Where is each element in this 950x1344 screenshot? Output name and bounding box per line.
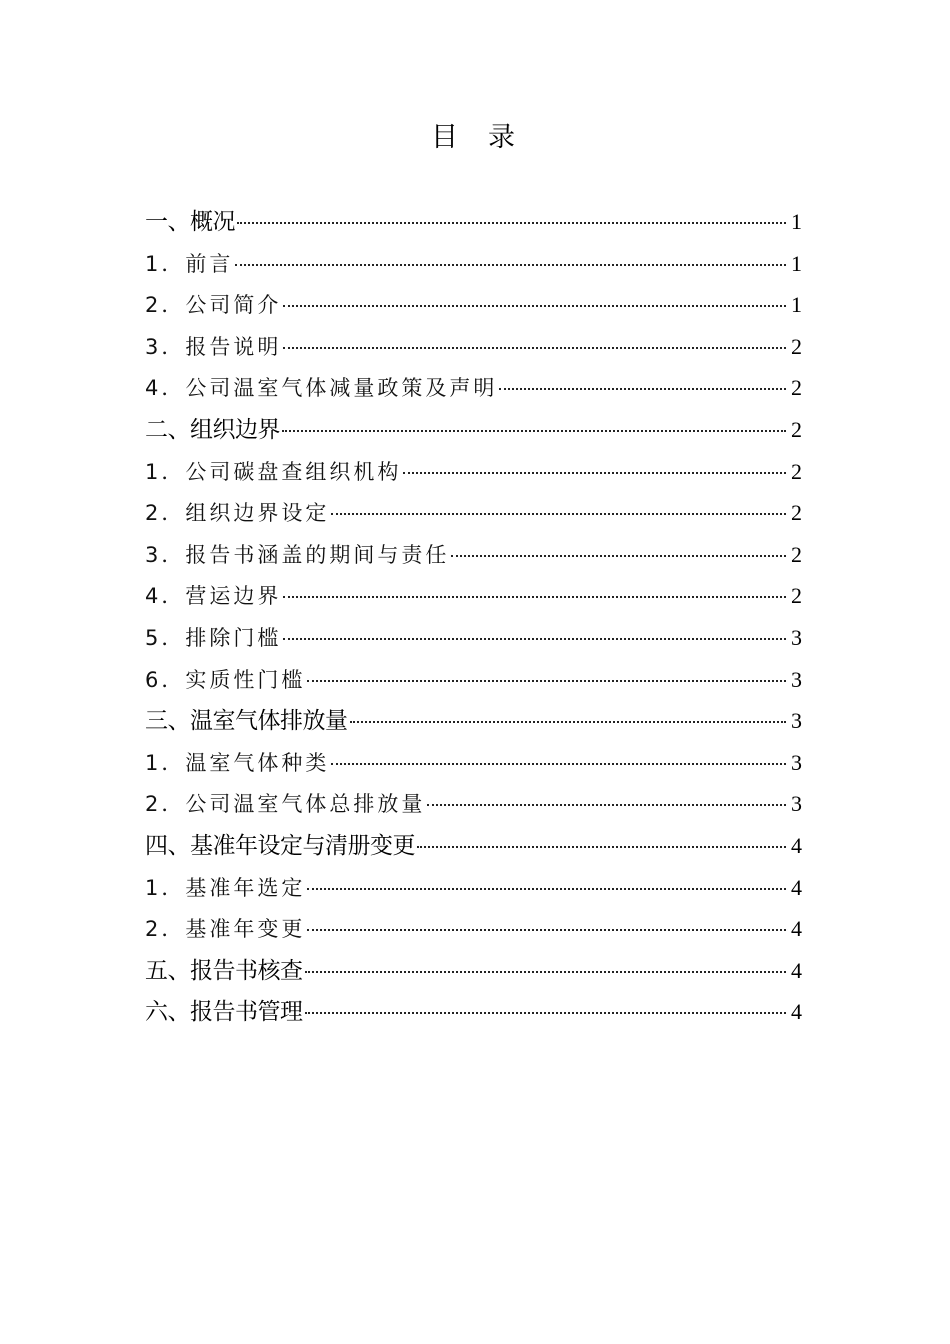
- toc-page-number: 3: [791, 791, 802, 817]
- toc-subsection-entry[interactable]: [145, 367, 802, 409]
- toc-dot-leader: [283, 596, 786, 598]
- toc-page-number: 4: [791, 832, 802, 858]
- toc-page-number: 2: [791, 458, 802, 484]
- toc-dot-leader: [307, 929, 786, 931]
- toc-page-number: 2: [791, 375, 802, 401]
- toc-dot-leader: [331, 763, 786, 765]
- toc-dot-leader: [350, 721, 787, 723]
- toc-dot-leader: [282, 430, 786, 432]
- toc-entry-text: 1．前言: [145, 251, 234, 276]
- toc-dot-leader: [499, 388, 786, 390]
- toc-page-number: 2: [791, 583, 802, 609]
- toc-entry-text: 六、报告书管理: [145, 999, 303, 1026]
- toc-title-char-2: 录: [488, 122, 519, 153]
- toc-entry-text: 3．报告书涵盖的期间与责任: [145, 542, 450, 567]
- toc-page-number: 1: [791, 292, 802, 318]
- toc-section-entry[interactable]: [145, 700, 802, 742]
- toc-entry-text: 6．实质性门槛: [145, 667, 306, 692]
- toc-subsection-entry[interactable]: [145, 908, 802, 950]
- toc-page-number: 4: [791, 957, 802, 983]
- toc-dot-leader: [283, 305, 786, 307]
- toc-page-number: 2: [791, 416, 802, 442]
- toc-section-entry[interactable]: [145, 825, 802, 867]
- toc-title: [0, 118, 950, 158]
- toc-subsection-entry[interactable]: [145, 575, 802, 617]
- toc-entry-text: 五、报告书核查: [145, 957, 303, 984]
- toc-dot-leader: [283, 638, 786, 640]
- toc-dot-leader: [417, 846, 786, 848]
- toc-subsection-entry[interactable]: [145, 492, 802, 534]
- toc-page-number: 2: [791, 541, 802, 567]
- toc-section-entry[interactable]: [145, 991, 802, 1033]
- toc-entry-text: 3．报告说明: [145, 334, 282, 359]
- toc-subsection-entry[interactable]: [145, 783, 802, 825]
- toc-entry-text: 2．组织边界设定: [145, 501, 330, 526]
- toc-dot-leader: [451, 555, 786, 557]
- toc-subsection-entry[interactable]: [145, 742, 802, 784]
- toc-subsection-entry[interactable]: [145, 867, 802, 909]
- toc-entry-text: 2．公司简介: [145, 293, 282, 318]
- toc-page-number: 2: [791, 333, 802, 359]
- toc-entry-text: 1．公司碳盘查组织机构: [145, 459, 402, 484]
- toc-dot-leader: [305, 1012, 787, 1014]
- toc-entry-text: 5．排除门槛: [145, 625, 282, 650]
- toc-entry-text: 三、温室气体排放量: [145, 708, 348, 735]
- toc-page-number: 4: [791, 874, 802, 900]
- toc-dot-leader: [403, 472, 786, 474]
- toc-subsection-entry[interactable]: [145, 534, 802, 576]
- toc-entry-text: 2．基准年变更: [145, 917, 306, 942]
- toc-page-number: 1: [791, 209, 802, 234]
- toc-page-number: 3: [791, 749, 802, 775]
- toc-page-number: 3: [791, 624, 802, 650]
- toc-dot-leader: [237, 222, 786, 224]
- toc-page-number: 3: [791, 708, 802, 734]
- toc-dot-leader: [307, 888, 786, 890]
- toc-entry-text: 4．营运边界: [145, 584, 282, 609]
- toc-subsection-entry[interactable]: [145, 451, 802, 493]
- toc-list: [145, 201, 802, 1033]
- toc-dot-leader: [283, 347, 786, 349]
- toc-page-number: 4: [791, 999, 802, 1025]
- toc-page-number: 2: [791, 500, 802, 526]
- toc-entry-text: 2．公司温室气体总排放量: [145, 792, 426, 817]
- toc-section-entry[interactable]: [145, 409, 802, 451]
- toc-page-number: 1: [791, 250, 802, 276]
- toc-title-char-1: 目: [431, 122, 462, 153]
- toc-entry-text: 二、组织边界: [145, 416, 280, 443]
- toc-subsection-entry[interactable]: [145, 326, 802, 368]
- toc-entry-text: 4．公司温室气体减量政策及声明: [145, 376, 498, 401]
- toc-page-number: 4: [791, 916, 802, 942]
- toc-entry-text: 1．基准年选定: [145, 875, 306, 900]
- toc-subsection-entry[interactable]: [145, 617, 802, 659]
- toc-section-entry[interactable]: [145, 950, 802, 992]
- toc-subsection-entry[interactable]: [145, 284, 802, 326]
- toc-entry-text: 一、概况: [145, 209, 235, 235]
- toc-subsection-entry[interactable]: [145, 243, 802, 285]
- toc-dot-leader: [305, 971, 787, 973]
- toc-subsection-entry[interactable]: [145, 659, 802, 701]
- toc-dot-leader: [331, 513, 786, 515]
- toc-dot-leader: [307, 680, 786, 682]
- toc-section-entry[interactable]: [145, 201, 802, 243]
- toc-entry-text: 1．温室气体种类: [145, 750, 330, 775]
- toc-dot-leader: [235, 264, 786, 266]
- toc-entry-text: 四、基准年设定与清册变更: [145, 832, 415, 859]
- toc-dot-leader: [427, 804, 786, 806]
- toc-page-number: 3: [791, 666, 802, 692]
